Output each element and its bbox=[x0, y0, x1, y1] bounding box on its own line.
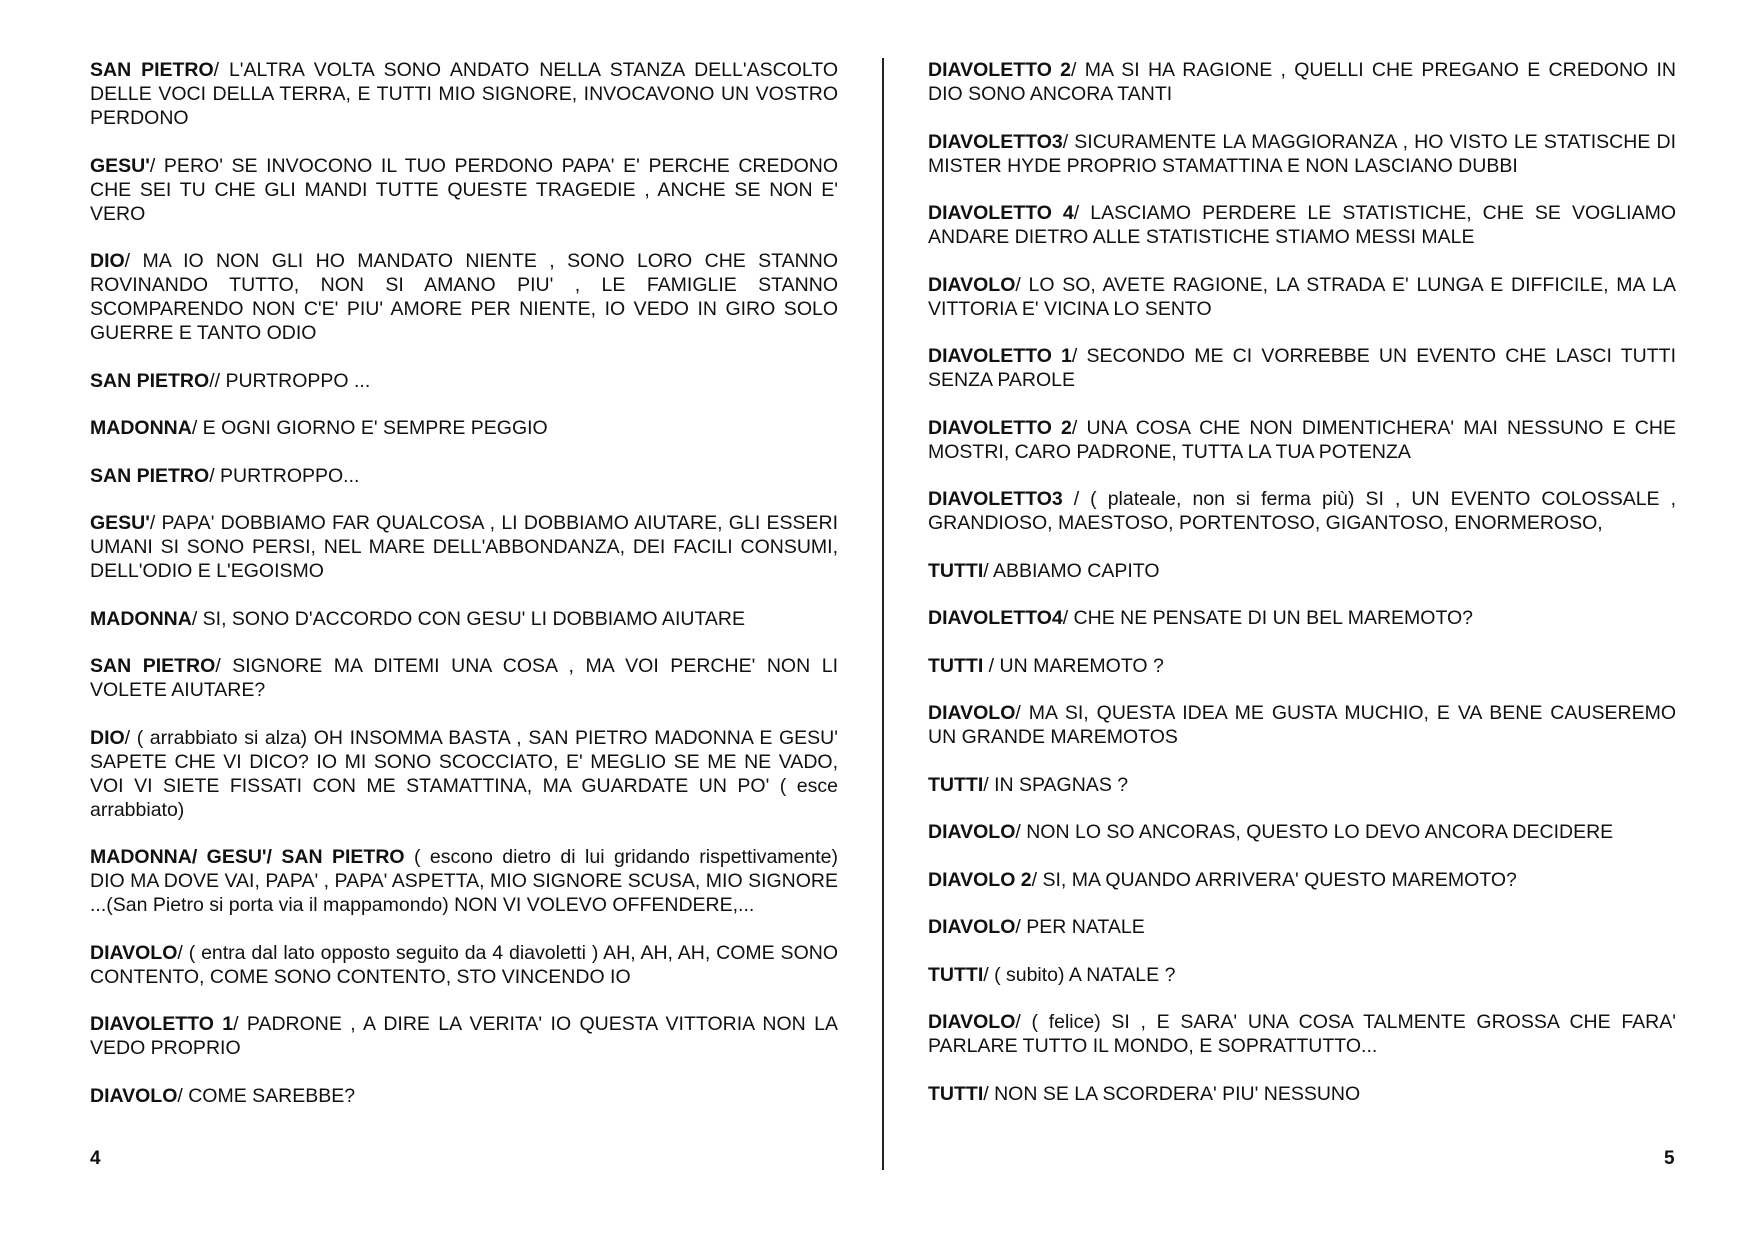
line-text: / ( plateale, non si ferma più) SI , UN EVENTO COLOSSALE , GRANDIOSO, MAESTOSO, PORTENTOSO, GIGANTOSO, ENORMEROSO, bbox=[928, 488, 1676, 534]
speaker-name: DIAVOLO 2 bbox=[928, 868, 1032, 891]
dialogue-line bbox=[90, 654, 838, 702]
speaker-name: DIAVOLETTO 1 bbox=[90, 1013, 234, 1035]
line-text: / SI, MA QUANDO ARRIVERA' QUESTO MAREMOTO? bbox=[1031, 868, 1517, 891]
line-text: / SECONDO ME CI VORREBBE UN EVENTO CHE LASCI TUTTI SENZA PAROLE bbox=[928, 345, 1676, 391]
line-text: / ( entra dal lato opposto seguito da 4 diavoletti ) AH, AH, AH, COME SONO CONTENTO, COME SONO CONTENTO, STO VINCENDO IO bbox=[90, 941, 838, 988]
dialogue-line bbox=[928, 273, 1676, 321]
speaker-name: DIAVOLO bbox=[928, 821, 1016, 843]
line-text: / ( subito) A NATALE ? bbox=[983, 963, 1176, 986]
line-text: / E OGNI GIORNO E' SEMPRE PEGGIO bbox=[191, 417, 548, 439]
dialogue-line bbox=[928, 701, 1676, 749]
line-text: / ABBIAMO CAPITO bbox=[983, 559, 1160, 582]
dialogue-line bbox=[90, 154, 838, 226]
left-page bbox=[90, 58, 838, 1131]
speaker-name: DIAVOLO bbox=[928, 916, 1016, 938]
line-text: / COME SAREBBE? bbox=[177, 1084, 356, 1107]
dialogue-line bbox=[928, 654, 1676, 678]
speaker-name: SAN PIETRO bbox=[90, 59, 214, 81]
speaker-name: DIAVOLETTO3 bbox=[928, 130, 1063, 153]
speaker-name: GESU' bbox=[90, 154, 150, 177]
dialogue-line bbox=[90, 249, 838, 345]
page-number-right: 5 bbox=[1664, 1148, 1675, 1169]
line-text: / UN MAREMOTO ? bbox=[983, 654, 1164, 677]
dialogue-line bbox=[928, 58, 1676, 106]
speaker-name: TUTTI bbox=[928, 654, 984, 677]
page-divider bbox=[882, 58, 884, 1170]
line-text: / PADRONE , A DIRE LA VERITA' IO QUESTA VITTORIA NON LA VEDO PROPRIO bbox=[90, 1013, 838, 1059]
dialogue-line bbox=[928, 487, 1676, 535]
dialogue-line bbox=[928, 130, 1676, 178]
speaker-name: DIO bbox=[90, 726, 125, 749]
speaker-name: DIAVOLO bbox=[928, 273, 1016, 296]
speaker-name: MADONNA bbox=[90, 607, 192, 630]
line-text: / MA SI HA RAGIONE , QUELLI CHE PREGANO E CREDONO IN DIO SONO ANCORA TANTI bbox=[928, 59, 1677, 105]
speaker-name: TUTTI bbox=[928, 963, 984, 986]
line-text: / ( arrabbiato si alza) OH INSOMMA BASTA , SAN PIETRO MADONNA E GESU' SAPETE CHE VI DICO? IO MI SONO SCOCCIATO, E' MEGLIO SE ME NE VADO, VOI VI SIETE FISSATI CON ME STAMATTINA, MA GUARDATE UN PO' ( esce arrabbiato) bbox=[90, 726, 838, 821]
dialogue-line bbox=[90, 607, 838, 631]
line-text: // PURTROPPO ... bbox=[209, 369, 371, 392]
dialogue-line bbox=[90, 416, 838, 440]
speaker-name: DIAVOLO bbox=[90, 941, 178, 964]
line-text: / IN SPAGNAS ? bbox=[983, 773, 1129, 796]
dialogue-line bbox=[928, 344, 1676, 392]
line-text: / NON SE LA SCORDERA' PIU' NESSUNO bbox=[983, 1082, 1361, 1105]
line-text: / PERO' SE INVOCONO IL TUO PERDONO PAPA' E' PERCHE CREDONO CHE SEI TU CHE GLI MANDI TUTTE QUESTE TRAGEDIE , ANCHE SE NON E' VERO bbox=[90, 154, 838, 225]
dialogue-line bbox=[928, 915, 1676, 939]
dialogue-line bbox=[90, 941, 838, 989]
line-text: / SICURAMENTE LA MAGGIORANZA , HO VISTO LE STATISCHE DI MISTER HYDE PROPRIO STAMATTINA E NON LASCIANO DUBBI bbox=[928, 130, 1676, 177]
dialogue-line bbox=[90, 1012, 838, 1060]
speaker-name: GESU' bbox=[90, 512, 150, 534]
dialogue-line bbox=[928, 868, 1676, 892]
dialogue-line bbox=[928, 559, 1676, 583]
speaker-name: DIAVOLETTO4 bbox=[928, 607, 1063, 629]
speaker-name: SAN PIETRO bbox=[90, 464, 210, 487]
line-text: / LASCIAMO PERDERE LE STATISTICHE, CHE SE VOGLIAMO ANDARE DIETRO ALLE STATISTICHE STIAMO MESSI MALE bbox=[928, 202, 1676, 248]
dialogue-line bbox=[90, 464, 838, 488]
dialogue-line bbox=[928, 1010, 1676, 1058]
speaker-name: TUTTI bbox=[928, 559, 984, 582]
speaker-name: MADONNA bbox=[90, 417, 192, 439]
dialogue-line bbox=[928, 773, 1676, 797]
dialogue-line bbox=[928, 606, 1676, 630]
dialogue-line bbox=[90, 726, 838, 822]
speaker-name: DIAVOLO bbox=[90, 1084, 178, 1107]
line-text: / CHE NE PENSATE DI UN BEL MAREMOTO? bbox=[1062, 607, 1474, 629]
speaker-name: SAN PIETRO bbox=[90, 369, 210, 392]
line-text: / L'ALTRA VOLTA SONO ANDATO NELLA STANZA DELL'ASCOLTO DELLE VOCI DELLA TERRA, E TUTTI MIO SIGNORE, INVOCAVONO UN VOSTRO PERDONO bbox=[90, 59, 838, 129]
line-text: / UNA COSA CHE NON DIMENTICHERA' MAI NESSUNO E CHE MOSTRI, CARO PADRONE, TUTTA LA TUA POTENZA bbox=[928, 416, 1676, 463]
line-text: / SI, SONO D'ACCORDO CON GESU' LI DOBBIAMO AIUTARE bbox=[191, 607, 745, 630]
page-number-left: 4 bbox=[90, 1148, 101, 1169]
speaker-name: DIAVOLO bbox=[928, 1011, 1016, 1033]
line-text: / PAPA' DOBBIAMO FAR QUALCOSA , LI DOBBIAMO AIUTARE, GLI ESSERI UMANI SI SONO PERSI, NEL MARE DELL'ABBONDANZA, DEI FACILI CONSUMI, DELL'ODIO E L'EGOISMO bbox=[90, 512, 838, 582]
dialogue-line bbox=[90, 369, 838, 393]
speaker-name: DIAVOLO bbox=[928, 702, 1016, 724]
speaker-name: DIAVOLETTO3 bbox=[928, 488, 1063, 510]
speaker-name: DIAVOLETTO 2 bbox=[928, 416, 1072, 439]
line-text: / MA SI, QUESTA IDEA ME GUSTA MUCHIO, E VA BENE CAUSEREMO UN GRANDE MAREMOTOS bbox=[928, 702, 1676, 748]
speaker-name: DIAVOLETTO 4 bbox=[928, 202, 1074, 224]
line-text: / LO SO, AVETE RAGIONE, LA STRADA E' LUNGA E DIFFICILE, MA LA VITTORIA E' VICINA LO SENTO bbox=[928, 273, 1676, 320]
line-text: / MA IO NON GLI HO MANDATO NIENTE , SONO LORO CHE STANNO ROVINANDO TUTTO, NON SI AMANO PIU' , LE FAMIGLIE STANNO SCOMPARENDO NON C'E' PIU' AMORE PER NIENTE, IO VEDO IN GIRO SOLO GUERRE E TANTO ODIO bbox=[90, 250, 838, 344]
dialogue-line bbox=[928, 201, 1676, 249]
line-text: / PER NATALE bbox=[1015, 916, 1145, 938]
right-page bbox=[928, 58, 1676, 1129]
speaker-name: TUTTI bbox=[928, 773, 984, 796]
line-text: / SIGNORE MA DITEMI UNA COSA , MA VOI PERCHE' NON LI VOLETE AIUTARE? bbox=[90, 655, 838, 701]
dialogue-line bbox=[928, 963, 1676, 987]
speaker-name: SAN PIETRO bbox=[90, 655, 216, 677]
speaker-name: DIAVOLETTO 2 bbox=[928, 59, 1072, 81]
line-text: / PURTROPPO... bbox=[209, 464, 360, 487]
speaker-name: DIAVOLETTO 1 bbox=[928, 345, 1072, 367]
dialogue-line bbox=[928, 1082, 1676, 1106]
dialogue-line bbox=[928, 820, 1676, 844]
line-text: ( escono dietro di lui gridando rispettivamente) DIO MA DOVE VAI, PAPA' , PAPA' ASPETTA, MIO SIGNORE SCUSA, MIO SIGNORE ...(San Pietro si porta via il mappamondo) NON VI VOLEVO OFFENDERE,... bbox=[90, 846, 838, 916]
dialogue-line bbox=[90, 845, 838, 917]
dialogue-line bbox=[928, 416, 1676, 464]
dialogue-line bbox=[90, 1084, 838, 1108]
dialogue-line bbox=[90, 511, 838, 583]
speaker-name: DIO bbox=[90, 250, 125, 272]
line-text: / ( felice) SI , E SARA' UNA COSA TALMENTE GROSSA CHE FARA' PARLARE TUTTO IL MONDO, E SOPRATTUTTO... bbox=[928, 1011, 1676, 1057]
line-text: / NON LO SO ANCORAS, QUESTO LO DEVO ANCORA DECIDERE bbox=[1015, 821, 1614, 843]
dialogue-line bbox=[90, 58, 838, 130]
speaker-name: TUTTI bbox=[928, 1082, 984, 1105]
speaker-name: MADONNA/ GESU'/ SAN PIETRO bbox=[90, 846, 405, 868]
